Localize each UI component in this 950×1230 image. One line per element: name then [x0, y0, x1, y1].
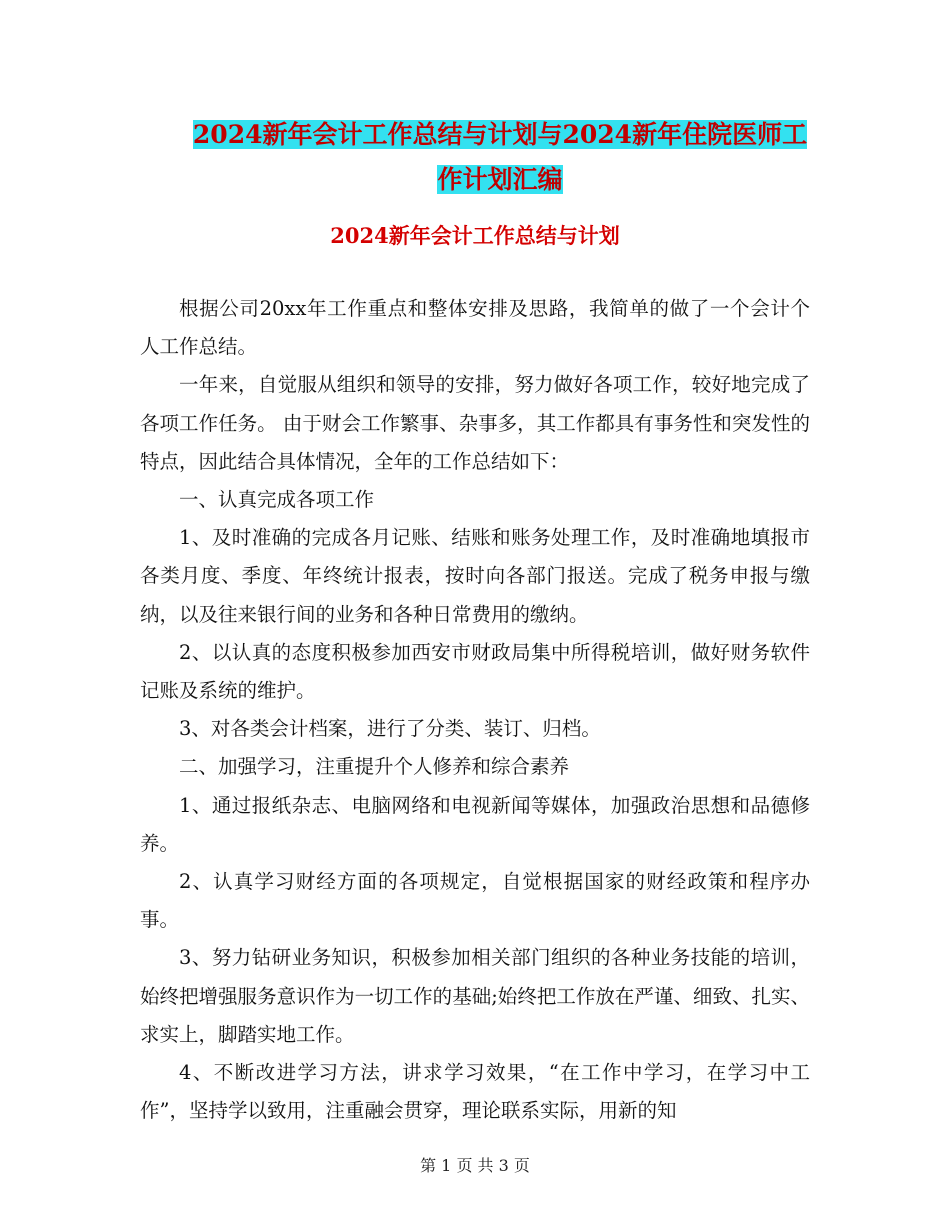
paragraph: 2、以认真的态度积极参加西安市财政局集中所得税培训，做好财务软件记账及系统的维护。 [140, 640, 810, 703]
paragraph: 二、加强学习，注重提升个人修养和综合素养 [179, 755, 570, 779]
paragraph: 一、认真完成各项工作 [179, 488, 375, 512]
paragraph: 2、认真学习财经方面的各项规定，自觉根据国家的财经政策和程序办事。 [140, 870, 810, 932]
section-heading: 2024新年会计工作总结与计划 [330, 223, 620, 248]
paragraph: 3、努力钻研业务知识，积极参加相关部门组织的各种业务技能的培训，始终把增强服务意识作为一切工作的基础;始终把工作放在严谨、细致、扎实、求实上，脚踏实地工作。 [140, 946, 810, 1046]
document-title [140, 112, 860, 202]
paragraph: 根据公司20xx年工作重点和整体安排及思路，我简单的做了一个会计个人工作总结。 [140, 297, 810, 359]
document-body [140, 290, 810, 1130]
paragraph: 1、通过报纸杂志、电脑网络和电视新闻等媒体，加强政治思想和品德修养。 [140, 793, 810, 855]
title-line-1: 2024新年会计工作总结与计划与2024新年住院医师工 [192, 120, 808, 149]
paragraph: 4、不断改进学习方法，讲求学习效果，“在工作中学习，在学习中工作”，坚持学以致用，注重融会贯穿，理论联系实际，用新的知 [140, 1061, 810, 1123]
title-line-2: 作计划汇编 [437, 165, 563, 194]
paragraph: 1、及时准确的完成各月记账、结账和账务处理工作，及时准确地填报市各类月度、季度、年终统计报表，按时向各部门报送。完成了税务申报与缴纳，以及往来银行间的业务和各种日常费用的缴纳。 [140, 526, 810, 626]
paragraph: 一年来，自觉服从组织和领导的安排，努力做好各项工作，较好地完成了各项工作任务。 由于财会工作繁事、杂事多，其工作都具有事务性和突发性的特点，因此结合具体情况，全年的工作总结如下： [140, 373, 810, 473]
paragraph: 3、对各类会计档案，进行了分类、装订、归档。 [179, 717, 601, 741]
page-footer: 第 1 页 共 3 页 [420, 1156, 530, 1175]
